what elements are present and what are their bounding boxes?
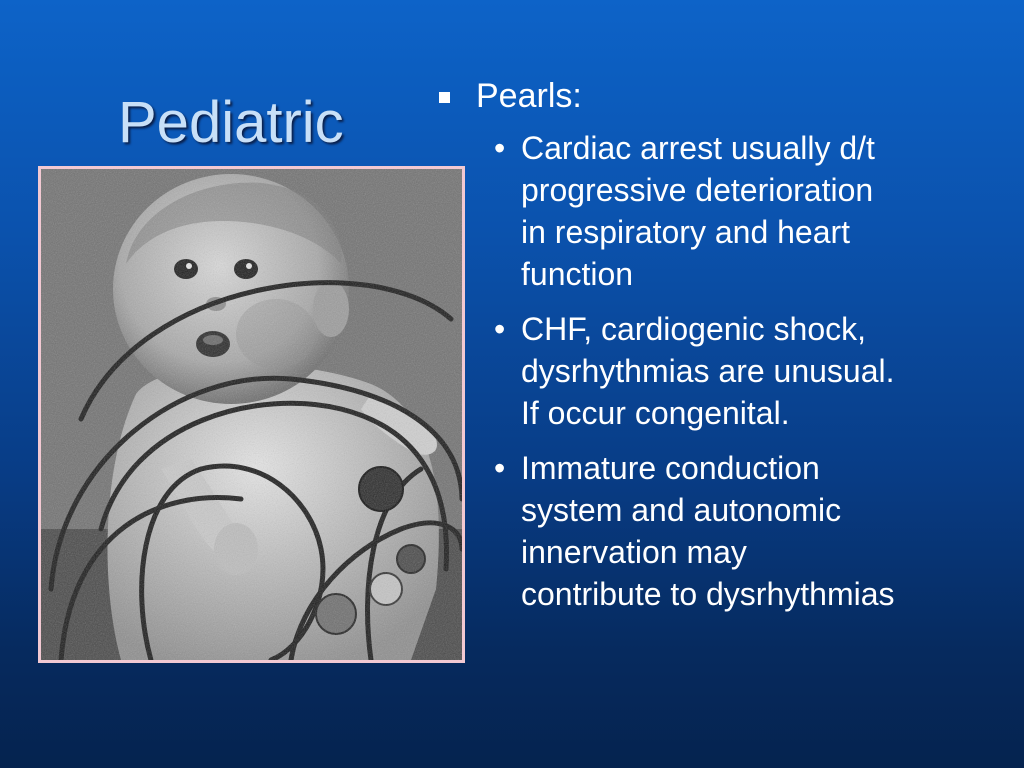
sub-bullet-line: function bbox=[521, 256, 634, 292]
sub-bullet-line: system and autonomic bbox=[521, 492, 842, 528]
sub-bullet-line: dysrhythmias are unusual. bbox=[521, 353, 895, 389]
sub-bullet-line: Cardiac arrest usually d/t bbox=[521, 130, 875, 166]
sub-bullet-line: in respiratory and heart bbox=[521, 214, 851, 250]
square-bullet-icon bbox=[439, 92, 450, 103]
sub-bullet-line: Immature conduction bbox=[521, 450, 820, 486]
sub-bullet-line: innervation may bbox=[521, 534, 747, 570]
dot-bullet-icon: • bbox=[494, 311, 506, 347]
dot-bullet-icon: • bbox=[494, 450, 506, 486]
sub-bullet-item bbox=[436, 447, 1006, 615]
sub-bullet-item bbox=[436, 308, 1006, 434]
sub-bullet-list bbox=[436, 127, 1006, 615]
sub-bullet-line: If occur congenital. bbox=[521, 395, 790, 431]
bullet-pearls-label: Pearls: bbox=[476, 77, 582, 115]
sub-bullet-line: contribute to dysrhythmias bbox=[521, 576, 895, 612]
sub-bullet-line: CHF, cardiogenic shock, bbox=[521, 311, 867, 347]
slide-title: Pediatric bbox=[118, 90, 344, 155]
sub-bullet-line: progressive deterioration bbox=[521, 172, 874, 208]
bullet-content bbox=[436, 74, 1006, 628]
baby-photo bbox=[38, 166, 465, 663]
dot-bullet-icon: • bbox=[494, 130, 506, 166]
bullet-pearls bbox=[436, 74, 1006, 118]
baby-photo-image bbox=[41, 169, 462, 660]
sub-bullet-item bbox=[436, 127, 1006, 295]
